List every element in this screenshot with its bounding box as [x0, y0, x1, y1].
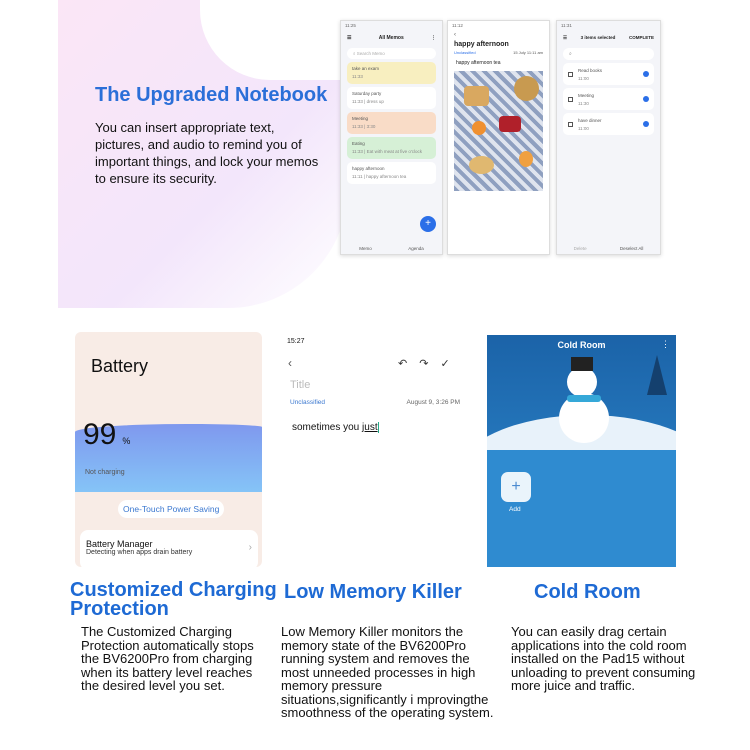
- memo-date: August 9, 3:26 PM: [406, 399, 460, 406]
- picnic-photo: [454, 71, 543, 191]
- selected-check-icon[interactable]: [643, 96, 649, 102]
- todo-title: Read books: [578, 67, 603, 73]
- check-icon[interactable]: ✓: [440, 358, 450, 370]
- memo-body[interactable]: [292, 422, 379, 433]
- memo-item-sub: 11:33 | Eat with meat at five o'clock: [352, 149, 422, 154]
- todo-sub: 11:00: [578, 125, 589, 131]
- back-icon[interactable]: ‹: [454, 32, 456, 38]
- memo-item-sub: 11:33 | dress up: [352, 99, 384, 104]
- todo-title: Meeting: [578, 92, 595, 98]
- add-memo-button[interactable]: +: [420, 216, 436, 232]
- screen-title: All Memos: [378, 35, 404, 41]
- memo-editor-panel: [280, 332, 470, 567]
- battery-manager-title: Battery Manager: [86, 539, 153, 549]
- menu-icon[interactable]: ☰: [347, 35, 352, 41]
- memo-item-title: take an exam: [352, 66, 380, 71]
- cold-room-panel: [487, 335, 676, 567]
- cold-room-heading: Cold Room: [534, 581, 641, 603]
- title-input[interactable]: Title: [290, 379, 311, 391]
- memo-category[interactable]: Unclassified: [454, 50, 476, 55]
- search-input[interactable]: ⌕: [563, 48, 654, 60]
- body-word: just: [362, 422, 378, 433]
- deselect-all-button[interactable]: Deselect All: [619, 246, 644, 251]
- notebook-text: You can insert appropriate text, pictures, and audio to remind you of important things, and lock your memos to ensure its security.: [95, 120, 319, 186]
- memo-body[interactable]: happy afternoon tea: [456, 60, 501, 66]
- status-time: 15:27: [287, 338, 305, 345]
- battery-level: [83, 418, 130, 452]
- battery-unit: %: [122, 436, 131, 446]
- back-icon[interactable]: ‹: [288, 356, 292, 370]
- charging-protection-text: The Customized Charging Protection automatically stops the BV6200Pro from charging when its battery level reaches the desired level you set.: [81, 624, 254, 693]
- memo-title: happy afternoon: [454, 41, 509, 48]
- status-time: 11:31: [561, 23, 572, 28]
- todo-item[interactable]: [563, 88, 654, 110]
- memo-category[interactable]: Unclassified: [290, 399, 326, 406]
- memo-item-sub: 11:33: [352, 74, 363, 79]
- cold-room-title: Cold Room: [557, 340, 606, 350]
- complete-button[interactable]: COMPLETE: [628, 35, 654, 40]
- delete-button[interactable]: Delete: [573, 246, 587, 251]
- selected-check-icon[interactable]: [643, 71, 649, 77]
- notebook-title: The Upgraded Notebook: [95, 84, 328, 106]
- status-time: 11:12: [452, 23, 463, 28]
- battery-title: Battery: [91, 356, 149, 376]
- body-text: sometimes you: [292, 422, 363, 433]
- checkbox[interactable]: [568, 72, 573, 77]
- chevron-right-icon: ›: [248, 542, 252, 553]
- selected-check-icon[interactable]: [643, 121, 649, 127]
- memo-item-title: Saturday party: [352, 91, 382, 96]
- memo-item[interactable]: [347, 162, 436, 184]
- undo-icon[interactable]: ↶: [398, 358, 408, 370]
- add-label: Add: [509, 506, 521, 513]
- search-placeholder: Search Memo: [356, 51, 385, 56]
- redo-icon[interactable]: ↷: [419, 358, 429, 370]
- battery-level-value: 99: [83, 418, 117, 451]
- todo-item[interactable]: [563, 113, 654, 135]
- battery-panel: [75, 332, 262, 567]
- memory-killer-title: Low Memory Killer: [284, 581, 462, 603]
- more-icon[interactable]: ⋮: [661, 339, 670, 349]
- todo-sub: 11:00: [578, 75, 589, 81]
- more-icon[interactable]: ⋮: [431, 35, 436, 41]
- memo-item[interactable]: [347, 87, 436, 109]
- phone-memo-detail: [447, 20, 550, 255]
- todo-title: have dinner: [578, 117, 602, 123]
- memo-item-sub: 11:11 | happy afternoon tea: [352, 174, 407, 179]
- charging-protection-title: Customized Charging Protection: [70, 579, 277, 620]
- todo-item[interactable]: [563, 63, 654, 85]
- search-input[interactable]: ⌕ Search Memo: [347, 48, 436, 59]
- todo-sub: 11:30: [578, 100, 589, 106]
- selection-count: 3 items selected: [580, 35, 616, 40]
- battery-manager-sub: Detecting when apps drain battery: [86, 549, 193, 556]
- add-app-button[interactable]: +: [501, 472, 531, 502]
- memory-killer-text: Low Memory Killer monitors the memory state of the BV6200Pro running system and removes the most unneeded processes in high memory pressure situations,significantly i mprovingthe smoothness of the operating system.: [281, 624, 494, 720]
- status-time: 11:25: [345, 23, 356, 28]
- memo-item[interactable]: [347, 112, 436, 134]
- memo-item-sub: 11:33 | 3:30: [352, 124, 376, 129]
- phone-select-items: [556, 20, 661, 255]
- charging-status: Not charging: [85, 469, 125, 476]
- memo-date: 15 July 11:11 am: [513, 50, 543, 55]
- menu-icon[interactable]: ☰: [563, 35, 568, 40]
- tree-icon: [647, 355, 667, 395]
- nav-memo[interactable]: Memo: [359, 246, 372, 251]
- battery-manager-item[interactable]: [80, 530, 258, 567]
- checkbox[interactable]: [568, 122, 573, 127]
- memo-item-title: Meeting: [352, 116, 369, 121]
- memo-item-title: Eating: [352, 141, 365, 146]
- checkbox[interactable]: [568, 97, 573, 102]
- memo-item[interactable]: [347, 62, 436, 84]
- memo-item[interactable]: [347, 137, 436, 159]
- power-saving-button[interactable]: One-Touch Power Saving: [118, 500, 224, 518]
- memo-item-title: happy afternoon: [352, 166, 385, 171]
- phone-all-memos: [340, 20, 443, 255]
- nav-agenda[interactable]: Agenda: [408, 246, 424, 251]
- cold-room-text: You can easily drag certain applications into the cold room installed on the Pad15 without unloading to prevent consuming more juice and traffic.: [511, 624, 696, 693]
